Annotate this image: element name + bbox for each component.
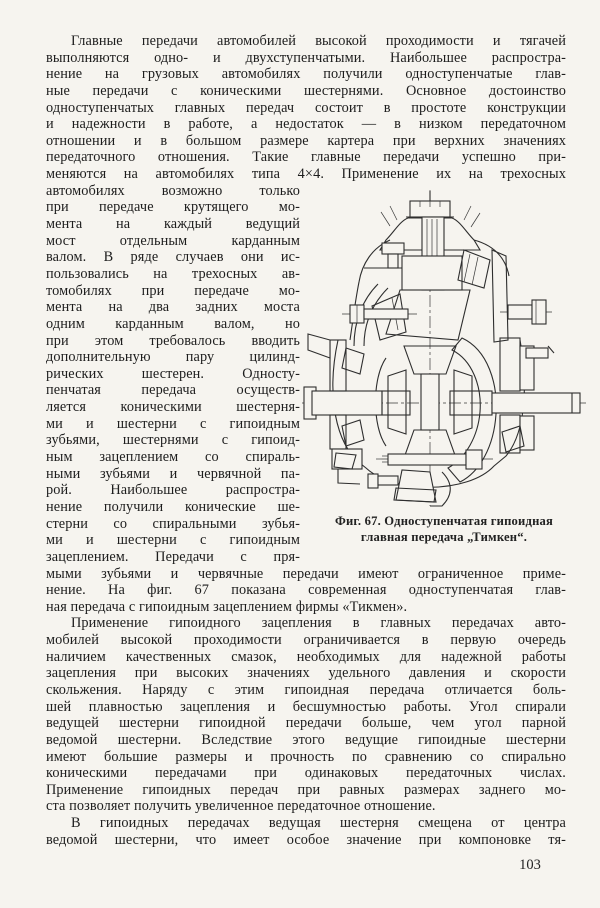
text-line: валом. В ряде случаев они ис- (46, 249, 300, 266)
text-line: ная передача с гипоидным зацеплением фирмы «Тикмен». (46, 598, 408, 615)
text-line: рой. Наибольшее распростра- (46, 482, 300, 499)
text-line: мента на каждый ведущий (46, 216, 300, 233)
text-line: имеют большие размеры и прочность по сравнению со спирально (46, 748, 566, 765)
text-line: при этом требовалось вводить (46, 332, 300, 349)
text-line: ми и шестерни с гипоидным (46, 415, 300, 432)
text-line: коническими передачами при одинаковых передаточных числах. (46, 765, 566, 782)
text-line: томобилях при передаче мо- (46, 282, 300, 299)
text-line: автомобилях возможно только (46, 182, 300, 199)
text-line: пользовались на трехосных ав- (46, 265, 300, 282)
text-line: передаточного отношения. Такие главные передачи успешно при- (46, 149, 566, 166)
text-line: ным зацеплением со спираль- (46, 449, 300, 466)
text-line: ми и шестерни с гипоидным (46, 532, 300, 549)
text-line: зубьями, шестернями с гипоид- (46, 432, 300, 449)
text-line: ляется коническими шестерня- (46, 399, 300, 416)
text-line: выполняются одно- и двухступенчатыми. Наибольшее распростра- (46, 49, 566, 66)
text-line: нение получили конические ше- (46, 498, 300, 515)
text-line: зацеплением. Передачи с пря- (46, 548, 300, 565)
page-number: 103 (519, 857, 541, 873)
text-line: и надежности в работе, а недостаток — в низком передаточном (46, 116, 566, 133)
axle-shaft (304, 387, 580, 419)
text-line: Применение гипоидных передач при равных размерах заднего мо- (46, 781, 566, 798)
paragraph-intro (46, 33, 566, 183)
text-line: рических шестерен. Односту- (46, 365, 300, 382)
text-line: одноступенчатых главных передач состоит в простоте конструкции (46, 99, 566, 116)
figure-caption-line2: главная передача „Тимкен“. (360, 530, 528, 544)
text-line: дополнительную пару цилинд- (46, 349, 300, 366)
text-line: Применение гипоидного зацепления в главных передачах авто- (71, 615, 566, 632)
text-line: В гипоидных передачах ведущая шестерня смещена от центра (71, 815, 566, 832)
text-line: пенчатая передача осуществ- (46, 382, 300, 399)
text-line: Главные передачи автомобилей высокой проходимости и тягачей (71, 33, 566, 49)
text-line: ста позволяет получить увеличенное передаточное отношение. (46, 798, 436, 815)
figure-caption-line1: Фиг. 67. Одноступенчатая гипоидная (334, 514, 554, 528)
text-line: стерни со спиральными зубья- (46, 515, 300, 532)
upper-housing (350, 240, 546, 342)
text-line: при передаче крутящего мо- (46, 199, 300, 216)
text-line: ведущей шестерни гипоидной передачи больше, чем угол парной (46, 715, 566, 732)
text-line: меняются на автомобилях типа 4×4. Применение их на трехосных (46, 166, 566, 183)
text-line: ведомой шестерни. Вследствие этого ведущие гипоидные шестерни (46, 731, 566, 748)
figure-67 (302, 188, 586, 545)
text-line: мобилей высокой проходимости ограничивается в первую очередь (46, 632, 566, 649)
text-line: скольжения. Наряду с этим гипоидная передача отличается боль- (46, 681, 566, 698)
text-line: зацепления при высоких значениях удельного давления и скорости (46, 665, 566, 682)
text-line: наличием качественных смазок, необходимых для надежной работы (46, 648, 566, 665)
text-line: ные передачи с коническими шестернями. Основное достоинство (46, 82, 566, 99)
hypoid-drive-cross-section-drawing (302, 188, 586, 510)
text-line: ведомой шестерни, что имеет особое значение при компоновке тя- (46, 831, 566, 848)
text-line: нение на грузовых автомобилях получили одноступенчатые глав- (46, 66, 566, 83)
figure-caption (302, 513, 586, 545)
text-line: ными зубьями и червячной па- (46, 465, 300, 482)
text-line: мыми зубьями и червячные передачи имеют ограниченное приме- (46, 565, 566, 582)
text-line: одним карданным валом, но (46, 315, 300, 332)
text-line: шей плавностью зацепления и бесшумностью работы. Угол спирали (46, 698, 566, 715)
text-line: отношении и в большом размере картера при верхних значениях (46, 132, 566, 149)
text-line: мента на два задних моста (46, 299, 300, 316)
bottom-bracket (368, 450, 482, 506)
paragraph-lower (46, 566, 566, 849)
text-line: мост отдельным карданным (46, 232, 300, 249)
text-line: нение. На фиг. 67 показана современная одноступенчатая глав- (46, 582, 566, 599)
